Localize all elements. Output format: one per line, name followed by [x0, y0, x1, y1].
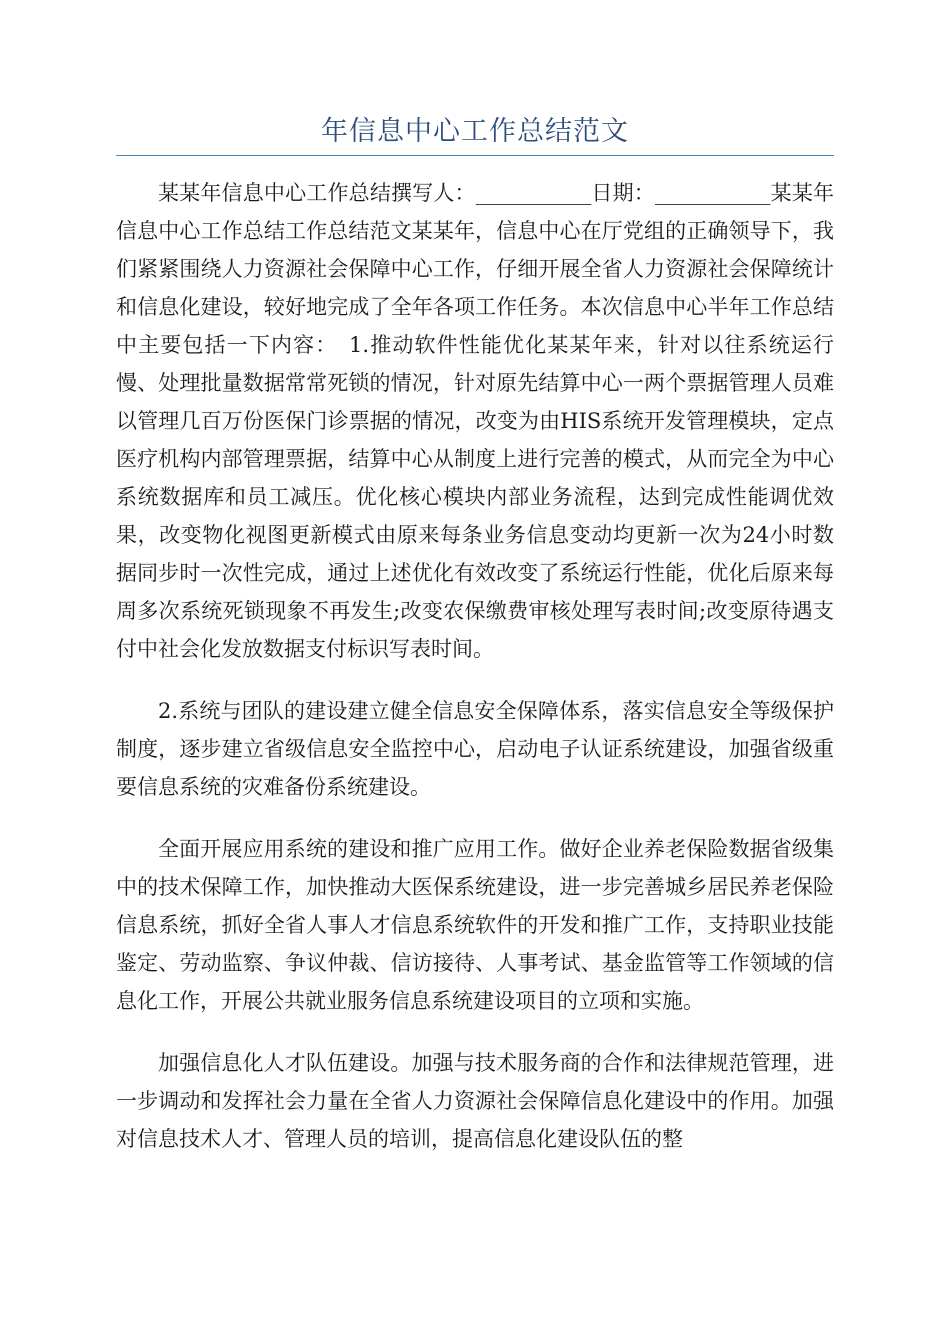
document-title: 年信息中心工作总结范文	[321, 116, 629, 147]
paragraph: 全面开展应用系统的建设和推广应用工作。做好企业养老保险数据省级集中的技术保障工作，加快推动大医保系统建设，进一步完善城乡居民养老保险信息系统，抓好全省人事人才信息系统软件的开发和推广工作，支持职业技能鉴定、劳动监察、争议仲裁、信访接待、人事考试、基金监管等工作领域的信息化工作，开展公共就业服务信息系统建设项目的立项和实施。	[116, 837, 834, 1013]
title-underline	[116, 155, 834, 156]
paragraph: 某某年信息中心工作总结撰写人：___________日期：___________某某年信息中心工作总结工作总结范文某某年，信息中心在厅党组的正确领导下，我们紧紧围绕人力资源社会保障中心工作，仔细开展全省人力资源社会保障统计和信息化建设，较好地完成了全年各项工作任务。本次信息中心半年工作总结中主要包括一下内容： 1.推动软件性能优化某某年来，针对以往系统运行慢、处理批量数据常常死锁的情况，针对原先结算中心一两个票据管理人员难以管理几百万份医保门诊票据的情况，改变为由HIS系统开发管理模块，定点医疗机构内部管理票据，结算中心从制度上进行完善的模式，从而完全为中心系统数据库和员工减压。优化核心模块内部业务流程，达到完成性能调优效果，改变物化视图更新模式由原来每条业务信息变动均更新一次为24小时数据同步时一次性完成，通过上述优化有效改变了系统运行性能，优化后原来每周多次系统死锁现象不再发生;改变农保缴费审核处理写表时间;改变原待遇支付中社会化发放数据支付标识写表时间。	[116, 181, 834, 661]
document-body	[116, 174, 834, 1182]
paragraph: 2.系统与团队的建设建立健全信息安全保障体系，落实信息安全等级保护制度，逐步建立省级信息安全监控中心，启动电子认证系统建设，加强省级重要信息系统的灾难备份系统建设。	[116, 699, 834, 799]
paragraph: 加强信息化人才队伍建设。加强与技术服务商的合作和法律规范管理，进一步调动和发挥社会力量在全省人力资源社会保障信息化建设中的作用。加强对信息技术人才、管理人员的培训，提高信息化建设队伍的整	[116, 1051, 834, 1151]
